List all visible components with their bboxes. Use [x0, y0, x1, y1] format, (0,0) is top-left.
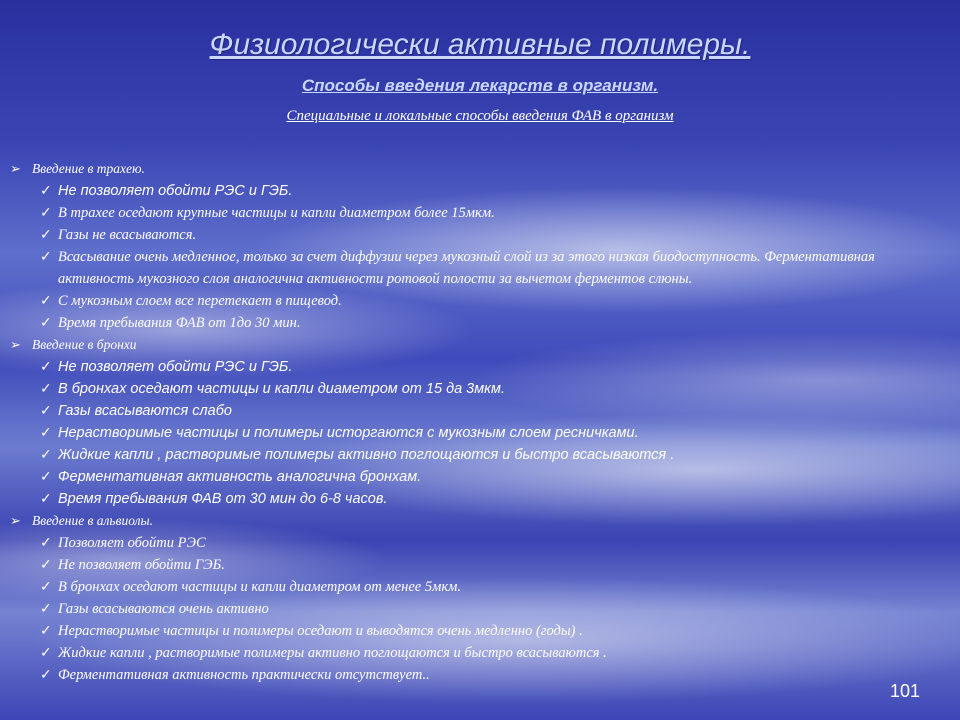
checkmark-bullet-icon: ✓ [40, 557, 52, 573]
list-item-text: Всасывание очень медленное, только за счет диффузии через мукозный слой из за этого низкая биодоступность. Ферментативная активность мукозного слоя аналогична активности ротовой полости за вычетом ферментов слюны. [58, 249, 875, 287]
list-item [10, 488, 945, 510]
checkmark-bullet-icon: ✓ [40, 293, 52, 309]
slide-subtitle: Способы введения лекарств в организм. [301, 76, 659, 95]
list-item [10, 202, 945, 224]
checkmark-bullet-icon: ✓ [40, 623, 52, 639]
list-item [10, 378, 945, 400]
checkmark-bullet-icon: ✓ [40, 535, 52, 551]
list-item-text: Газы всасываются очень активно [58, 601, 269, 617]
list-item-text: С мукозным слоем все перетекает в пищевод. [58, 293, 342, 309]
list-item-text: Не позволяет обойти РЭС и ГЭБ. [58, 359, 293, 375]
checkmark-bullet-icon: ✓ [40, 183, 52, 199]
list-item [10, 598, 945, 620]
list-item-text: В бронхах оседают частицы и капли диаметром от менее 5мкм. [58, 579, 462, 595]
list-item [10, 356, 945, 378]
list-item [10, 246, 945, 290]
list-item-text: Нерастворимые частицы и полимеры исторгаются с мукозным слоем ресничками. [58, 425, 639, 441]
section-heading [10, 334, 945, 356]
list-item-text: Не позволяет обойти РЭС и ГЭБ. [58, 183, 293, 199]
list-item [10, 290, 945, 312]
list-item [10, 312, 945, 334]
arrow-bullet-icon: ➢ [10, 161, 21, 176]
checkmark-bullet-icon: ✓ [40, 403, 52, 419]
list-item-text: Газы не всасываются. [58, 227, 197, 243]
arrow-bullet-icon: ➢ [10, 513, 21, 528]
list-item [10, 224, 945, 246]
list-item-text: Позволяет обойти РЭС [58, 535, 206, 551]
checkmark-bullet-icon: ✓ [40, 601, 52, 617]
slide-subheading: Специальные и локальные способы введения ФАВ в организм [286, 108, 674, 124]
list-item-text: В трахее оседают крупные частицы и капли диаметром более 15мкм. [58, 205, 495, 221]
checkmark-bullet-icon: ✓ [40, 227, 52, 243]
checkmark-bullet-icon: ✓ [40, 491, 52, 507]
list-item-text: Время пребывания ФАВ от 1до 30 мин. [58, 315, 301, 331]
list-item-text: Ферментативная активность аналогична бронхам. [58, 469, 422, 485]
list-item [10, 444, 945, 466]
list-item-text: Время пребывания ФАВ от 30 мин до 6-8 часов. [58, 491, 388, 507]
list-item [10, 422, 945, 444]
list-item-text: Нерастворимые частицы и полимеры оседают и выводятся очень медленно (годы) . [58, 623, 583, 639]
list-item [10, 466, 945, 488]
arrow-bullet-icon: ➢ [10, 337, 21, 352]
list-item [10, 554, 945, 576]
section-heading-text: Введение в бронхи [32, 337, 137, 352]
page-number: 101 [889, 681, 920, 701]
list-item [10, 400, 945, 422]
list-item [10, 642, 945, 664]
list-item [10, 532, 945, 554]
checkmark-bullet-icon: ✓ [40, 381, 52, 397]
checkmark-bullet-icon: ✓ [40, 645, 52, 661]
section-heading [10, 510, 945, 532]
slide-title: Физиологически активные полимеры. [209, 28, 751, 61]
checkmark-bullet-icon: ✓ [40, 425, 52, 441]
list-item [10, 576, 945, 598]
checkmark-bullet-icon: ✓ [40, 249, 52, 265]
list-item-text: В бронхах оседают частицы и капли диаметром от 15 да 3мкм. [58, 381, 505, 397]
bullet-list [10, 158, 945, 686]
checkmark-bullet-icon: ✓ [40, 205, 52, 221]
checkmark-bullet-icon: ✓ [40, 315, 52, 331]
checkmark-bullet-icon: ✓ [40, 359, 52, 375]
checkmark-bullet-icon: ✓ [40, 667, 52, 683]
list-item [10, 180, 945, 202]
list-item-text: Не позволяет обойти ГЭБ. [58, 557, 225, 573]
list-item [10, 664, 945, 686]
checkmark-bullet-icon: ✓ [40, 579, 52, 595]
section-heading-text: Введение в альвиолы. [32, 513, 154, 528]
list-item-text: Газы всасываются слабо [58, 403, 232, 419]
list-item-text: Ферментативная активность практически отсутствует.. [58, 667, 430, 683]
list-item [10, 620, 945, 642]
checkmark-bullet-icon: ✓ [40, 469, 52, 485]
list-item-text: Жидкие капли , растворимые полимеры активно поглощаются и быстро всасываются . [58, 645, 607, 661]
section-heading [10, 158, 945, 180]
list-item-text: Жидкие капли , растворимые полимеры активно поглощаются и быстро всасываются . [58, 447, 675, 463]
section-heading-text: Введение в трахею. [32, 161, 145, 176]
checkmark-bullet-icon: ✓ [40, 447, 52, 463]
